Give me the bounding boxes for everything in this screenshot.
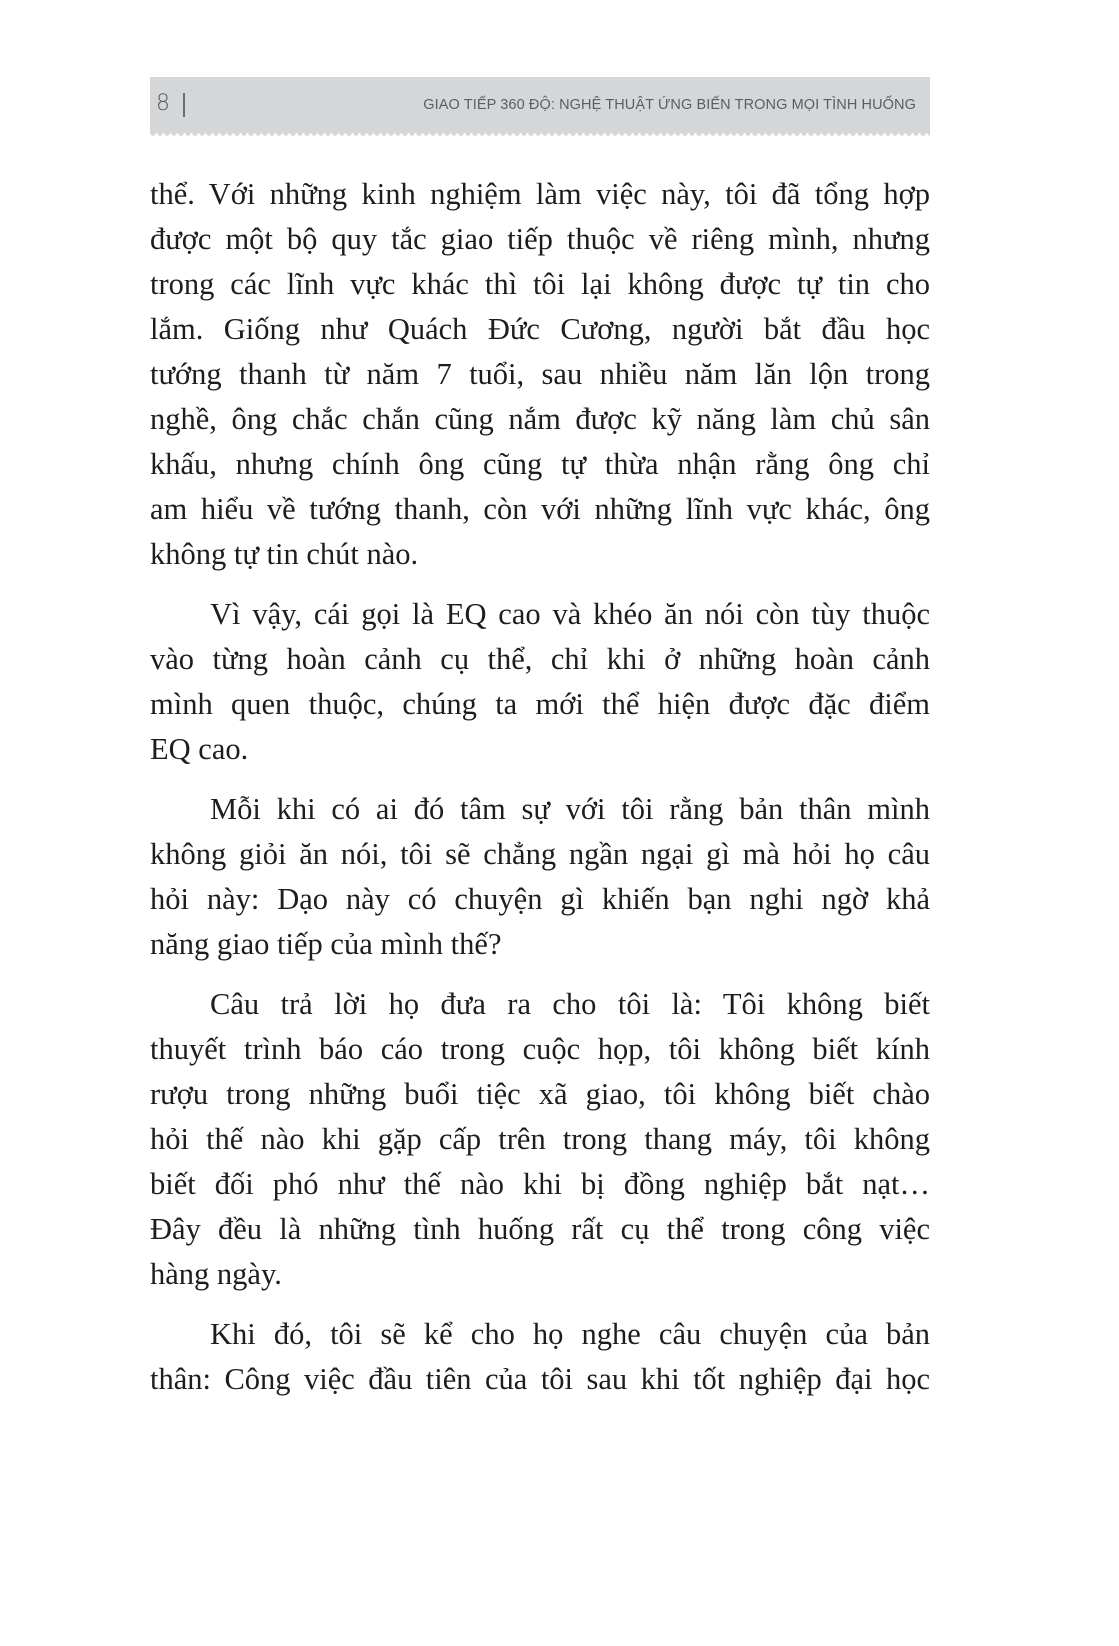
header-divider [183, 93, 185, 117]
text-line: rượu trong những buổi tiệc xã giao, tôi không biết chào [150, 1077, 930, 1111]
text-line: tướng thanh từ năm 7 tuổi, sau nhiều năm lăn lộn trong [150, 357, 930, 391]
text-line: năng giao tiếp của mình thế? [150, 927, 502, 961]
text-line: Khi đó, tôi sẽ kể cho họ nghe câu chuyện của bản [210, 1317, 930, 1351]
text-line: EQ cao. [150, 732, 249, 766]
text-line: trong các lĩnh vực khác thì tôi lại không được tự tin cho [150, 267, 930, 301]
text-line: khấu, nhưng chính ông cũng tự thừa nhận rằng ông chỉ [150, 447, 930, 481]
text-line: thể. Với những kinh nghiệm làm việc này, tôi đã tổng hợp [150, 177, 930, 211]
text-line: được một bộ quy tắc giao tiếp thuộc về riêng mình, nhưng [150, 222, 930, 256]
text-line: hỏi thế nào khi gặp cấp trên trong thang máy, tôi không [150, 1122, 930, 1156]
paragraph [150, 787, 930, 967]
text-line: Mỗi khi có ai đó tâm sự với tôi rằng bản thân mình [210, 792, 930, 826]
page-body [150, 172, 930, 1417]
text-line: nghề, ông chắc chắn cũng nắm được kỹ năng làm chủ sân [150, 402, 930, 436]
paragraph [150, 172, 930, 577]
text-line: Câu trả lời họ đưa ra cho tôi là: Tôi không biết [210, 987, 930, 1021]
text-line: thân: Công việc đầu tiên của tôi sau khi tốt nghiệp đại học [150, 1362, 930, 1396]
paragraph [150, 982, 930, 1297]
text-line: hỏi này: Dạo này có chuyện gì khiến bạn nghi ngờ khả [150, 882, 930, 916]
text-line: Đây đều là những tình huống rất cụ thể trong công việc [150, 1212, 930, 1246]
paragraph [150, 1312, 930, 1402]
paragraph [150, 592, 930, 772]
text-line: Vì vậy, cái gọi là EQ cao và khéo ăn nói còn tùy thuộc [210, 597, 930, 631]
text-line: không giỏi ăn nói, tôi sẽ chẳng ngần ngại gì mà hỏi họ câu [150, 837, 930, 871]
running-header [150, 77, 930, 133]
text-line: vào từng hoàn cảnh cụ thể, chỉ khi ở những hoàn cảnh [150, 642, 930, 676]
text-line: biết đối phó như thế nào khi bị đồng nghiệp bắt nạt… [150, 1167, 930, 1201]
running-title: GIAO TIẾP 360 ĐỘ: NGHỆ THUẬT ỨNG BIẾN TRONG MỌI TÌNH HUỐNG [423, 97, 916, 113]
page-number: 8 [156, 91, 170, 116]
text-line: mình quen thuộc, chúng ta mới thể hiện được đặc điểm [150, 687, 930, 721]
text-line: am hiểu về tướng thanh, còn với những lĩnh vực khác, ông [150, 492, 930, 526]
text-line: lắm. Giống như Quách Đức Cương, người bắt đầu học [150, 312, 930, 346]
text-line: không tự tin chút nào. [150, 537, 419, 571]
text-line: thuyết trình báo cáo trong cuộc họp, tôi không biết kính [150, 1032, 930, 1066]
text-line: hàng ngày. [150, 1257, 282, 1291]
